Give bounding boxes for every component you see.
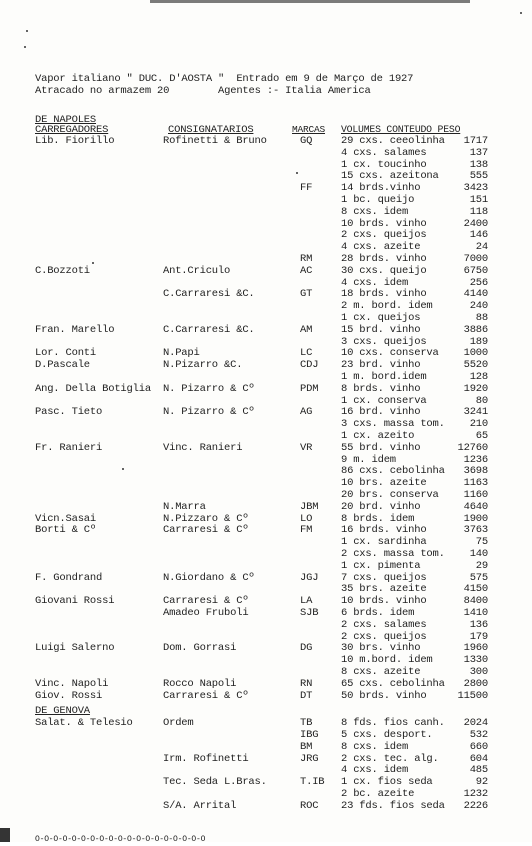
volumes-cell: 1 cx. fios seda — [341, 776, 433, 789]
weight-cell: 1900 — [463, 512, 488, 525]
weight-cell: 3241 — [463, 406, 488, 419]
weight-cell: 6750 — [463, 264, 488, 277]
volumes-cell: 16 brd. vinho — [341, 406, 421, 419]
consignee-cell: C.Carraresi &C. — [163, 288, 255, 301]
weight-cell: 1000 — [463, 347, 488, 360]
weight-cell: 189 — [469, 335, 488, 348]
volumes-cell: 1 cx. conserva — [341, 394, 427, 407]
volumes-cell: 3 cxs. massa tom. — [341, 418, 445, 431]
consignee-cell: N.Papi — [163, 347, 200, 360]
volumes-cell: 2 cxs. tec. alg. — [341, 752, 439, 765]
consignee-cell: C.Carraresi &C. — [163, 323, 255, 336]
weight-cell: 151 — [469, 194, 488, 206]
column-header-consignee: CONSIGNATARIOS — [168, 124, 254, 136]
weight-cell: 3698 — [463, 465, 488, 478]
heading-line-2: Atracado no armazem 20 Agentes :- Italia America — [35, 85, 371, 97]
shipper-cell: Giovani Rossi — [35, 595, 115, 608]
weight-cell: 138 — [469, 158, 488, 171]
marks-cell: CDJ — [300, 359, 319, 372]
volumes-cell: 4 cxs. azeite — [341, 241, 421, 254]
volumes-cell: 86 cxs. cebolinha — [341, 465, 445, 478]
volumes-cell: 65 cxs. cebolinha — [341, 677, 445, 690]
marks-cell: DT — [300, 689, 313, 702]
marks-cell: T.IB — [300, 776, 325, 789]
column-header-shipper-sub: CARREGADORES — [35, 124, 109, 136]
weight-cell: 1232 — [463, 788, 488, 800]
volumes-cell: 20 brd. vinho — [341, 500, 421, 513]
volumes-cell: 30 cxs. queijo — [341, 264, 427, 277]
marks-cell: JGJ — [300, 571, 319, 584]
weight-cell: 136 — [469, 618, 488, 631]
weight-cell: 256 — [469, 276, 488, 289]
consignee-cell: N.Giordano & Cº — [163, 571, 255, 584]
weight-cell: 1163 — [463, 477, 488, 490]
scan-speck — [520, 12, 522, 14]
scan-speck — [26, 30, 28, 32]
shipper-cell: Ang. Della Botiglia — [35, 382, 151, 395]
volumes-cell: 8 cxs. idem — [341, 740, 409, 753]
weight-cell: 11500 — [457, 689, 488, 702]
weight-cell: 29 — [475, 559, 488, 572]
consignee-cell: N. Pizarro & Cº — [163, 382, 255, 395]
marks-cell: VR — [300, 441, 313, 454]
marks-cell: JRG — [300, 752, 319, 765]
volumes-cell: 10 cxs. conserva — [341, 347, 439, 360]
marks-cell: LA — [300, 595, 313, 608]
weight-cell: 2800 — [463, 677, 488, 690]
scan-speck — [122, 468, 124, 470]
weight-cell: 7000 — [463, 253, 488, 265]
marks-cell: PDM — [300, 382, 319, 395]
weight-cell: 179 — [469, 630, 488, 643]
volumes-cell: 35 brs. azeite — [341, 583, 427, 596]
marks-cell: SJB — [300, 607, 319, 619]
volumes-cell: 10 brs. azeite — [341, 477, 427, 490]
volumes-cell: 2 m. bord. idem — [341, 300, 433, 313]
footer-separator: O-O-O-O-O-O-O-O-O-O-O-O-O-O-O-O-O-O-O — [35, 835, 206, 844]
marks-cell: ROC — [300, 799, 319, 812]
volumes-cell: 3 cxs. queijos — [341, 335, 427, 348]
volumes-cell: 2 cxs. massa tom. — [341, 548, 445, 560]
shipper-cell: Giov. Rossi — [35, 689, 103, 702]
volumes-cell: 28 brds. vinho — [341, 253, 427, 265]
marks-cell: AM — [300, 323, 313, 336]
marks-cell: FF — [300, 182, 313, 195]
consignee-cell: N.Marra — [163, 500, 206, 513]
volumes-cell: 29 cxs. ceeolinha — [341, 135, 445, 147]
weight-cell: 4150 — [463, 583, 488, 596]
weight-cell: 140 — [469, 548, 488, 560]
weight-cell: 2226 — [463, 799, 488, 812]
marks-cell: IBG — [300, 729, 319, 741]
volumes-cell: 30 brs. vinho — [341, 642, 421, 655]
marks-cell: TB — [300, 717, 313, 730]
volumes-cell: 1 m. bord.idem — [341, 371, 427, 383]
volumes-cell: 10 m.bord. idem — [341, 654, 433, 667]
scan-smudge-top — [150, 0, 470, 3]
marks-cell: LC — [300, 347, 313, 360]
weight-cell: 137 — [469, 146, 488, 159]
weight-cell: 300 — [469, 666, 488, 678]
shipper-cell: Salat. & Telesio — [35, 717, 133, 730]
weight-cell: 4140 — [463, 288, 488, 301]
marks-cell: JBM — [300, 500, 319, 513]
weight-cell: 555 — [469, 170, 488, 183]
weight-cell: 12760 — [457, 441, 488, 454]
volumes-cell: 2 cxs. salames — [341, 618, 427, 631]
consignee-cell: Rofinetti & Bruno — [163, 135, 267, 147]
weight-cell: 146 — [469, 229, 488, 242]
shipper-cell: Pasc. Tieto — [35, 406, 103, 419]
heading-line-1: Vapor italiano " DUC. D'AOSTA " Entrado em 9 de Março de 1927 — [35, 73, 414, 85]
weight-cell: 532 — [469, 729, 488, 741]
shipper-cell: Borti & Cº — [35, 524, 97, 537]
marks-cell: LO — [300, 512, 313, 525]
volumes-cell: 23 brd. vinho — [341, 359, 421, 372]
volumes-cell: 5 cxs. desport. — [341, 729, 433, 741]
weight-cell: 3423 — [463, 182, 488, 195]
volumes-cell: 4 cxs. salames — [341, 146, 427, 159]
weight-cell: 240 — [469, 300, 488, 313]
consignee-cell: Tec. Seda L.Bras. — [163, 776, 267, 789]
marks-cell: AG — [300, 406, 313, 419]
consignee-cell: Irm. Rofinetti — [163, 752, 249, 765]
scan-speck — [296, 172, 298, 174]
volumes-cell: 50 brds. vinho — [341, 689, 427, 702]
scan-speck — [24, 46, 26, 48]
consignee-cell: N.Pizarro &C. — [163, 359, 243, 372]
weight-cell: 80 — [475, 394, 488, 407]
shipper-cell: Luigi Salerno — [35, 642, 115, 655]
marks-cell: FM — [300, 524, 313, 537]
consignee-cell: S/A. Arrital — [163, 799, 237, 812]
volumes-cell: 8 cxs. azeite — [341, 666, 421, 678]
shipper-cell: Vicn.Sasai — [35, 512, 97, 525]
volumes-cell: 8 brds. vinho — [341, 382, 421, 395]
shipper-cell: Vinc. Napoli — [35, 677, 109, 690]
consignee-cell: Carraresi & Cº — [163, 595, 249, 608]
marks-cell: AC — [300, 264, 313, 277]
volumes-cell: 1 cx. pimenta — [341, 559, 421, 572]
volumes-cell: 6 brds. idem — [341, 607, 415, 619]
shipper-cell: DE GENOVA — [35, 705, 90, 718]
volumes-cell: 8 fds. fios canh. — [341, 717, 445, 730]
shipper-cell: Lor. Conti — [35, 347, 97, 360]
marks-cell: GQ — [300, 135, 313, 147]
shipper-cell: C.Bozzoti — [35, 264, 90, 277]
weight-cell: 1960 — [463, 642, 488, 655]
marks-cell: DG — [300, 642, 313, 655]
weight-cell: 8400 — [463, 595, 488, 608]
weight-cell: 1410 — [463, 607, 488, 619]
volumes-cell: 9 m. idem — [341, 453, 396, 466]
volumes-cell: 2 bc. azeite — [341, 788, 415, 800]
marks-cell: GT — [300, 288, 313, 301]
marks-cell: BM — [300, 740, 313, 753]
volumes-cell: 2 cxs. queijos — [341, 630, 427, 643]
weight-cell: 24 — [475, 241, 488, 254]
weight-cell: 75 — [475, 536, 488, 549]
consignee-cell: Vinc. Ranieri — [163, 441, 243, 454]
volumes-cell: 4 cxs. idem — [341, 764, 409, 777]
weight-cell: 2400 — [463, 217, 488, 230]
volumes-cell: 15 cxs. azeitona — [341, 170, 439, 183]
volumes-cell: 1 cx. sardinha — [341, 536, 427, 549]
scan-smudge-left-mark — [0, 828, 10, 842]
weight-cell: 660 — [469, 740, 488, 753]
volumes-cell: 8 brds. idem — [341, 512, 415, 525]
weight-cell: 4640 — [463, 500, 488, 513]
consignee-cell: Rocco Napoli — [163, 677, 237, 690]
weight-cell: 1160 — [463, 489, 488, 501]
marks-cell: RM — [300, 253, 313, 265]
consignee-cell: Carraresi & Cº — [163, 689, 249, 702]
weight-cell: 2024 — [463, 717, 488, 730]
weight-cell: 3763 — [463, 524, 488, 537]
weight-cell: 5520 — [463, 359, 488, 372]
weight-cell: 118 — [469, 205, 488, 218]
weight-cell: 3886 — [463, 323, 488, 336]
shipper-cell: D.Pascale — [35, 359, 90, 372]
weight-cell: 1330 — [463, 654, 488, 667]
volumes-cell: 1 cx. queijos — [341, 312, 421, 324]
weight-cell: 65 — [475, 430, 488, 442]
volumes-cell: 8 cxs. idem — [341, 205, 409, 218]
consignee-cell: Amadeo Fruboli — [163, 607, 249, 619]
column-header-shipper: DE NAPOLES — [35, 114, 97, 126]
volumes-cell: 16 brds. vinho — [341, 524, 427, 537]
volumes-cell: 15 brd. vinho — [341, 323, 421, 336]
volumes-cell: 23 fds. fios seda — [341, 799, 445, 812]
volumes-cell: 1 cx. azeito — [341, 430, 415, 442]
volumes-cell: 4 cxs. idem — [341, 276, 409, 289]
column-header-volumes: VOLUMES CONTEUDO PESO — [341, 124, 461, 135]
shipper-cell: F. Gondrand — [35, 571, 103, 584]
weight-cell: 92 — [475, 776, 488, 789]
weight-cell: 485 — [469, 764, 488, 777]
weight-cell: 575 — [469, 571, 488, 584]
volumes-cell: 10 brds. vinho — [341, 217, 427, 230]
consignee-cell: Dom. Gorrasi — [163, 642, 237, 655]
volumes-cell: 14 brds.vinho — [341, 182, 421, 195]
shipper-cell: Fr. Ranieri — [35, 441, 103, 454]
volumes-cell: 20 brs. conserva — [341, 489, 439, 501]
weight-cell: 128 — [469, 371, 488, 383]
weight-cell: 1717 — [463, 135, 488, 147]
volumes-cell: 10 brds. vinho — [341, 595, 427, 608]
volumes-cell: 18 brds. vinho — [341, 288, 427, 301]
column-header-marks: MARCAS — [292, 124, 326, 135]
volumes-cell: 7 cxs. queijos — [341, 571, 427, 584]
weight-cell: 604 — [469, 752, 488, 765]
consignee-cell: N.Pizzaro & Cº — [163, 512, 249, 525]
consignee-cell: Ant.Criculo — [163, 264, 231, 277]
weight-cell: 88 — [475, 312, 488, 324]
weight-cell: 210 — [469, 418, 488, 431]
volumes-cell: 55 brd. vinho — [341, 441, 421, 454]
shipper-cell: Fran. Marello — [35, 323, 115, 336]
weight-cell: 1920 — [463, 382, 488, 395]
scan-speck — [92, 262, 94, 264]
consignee-cell: N. Pizarro & Cº — [163, 406, 255, 419]
consignee-cell: Carraresi & Cº — [163, 524, 249, 537]
consignee-cell: Ordem — [163, 717, 194, 730]
marks-cell: RN — [300, 677, 313, 690]
volumes-cell: 1 cx. toucinho — [341, 158, 427, 171]
volumes-cell: 1 bc. queijo — [341, 194, 415, 206]
shipper-cell: Lib. Fiorillo — [35, 135, 115, 147]
volumes-cell: 2 cxs. queijos — [341, 229, 427, 242]
weight-cell: 1236 — [463, 453, 488, 466]
